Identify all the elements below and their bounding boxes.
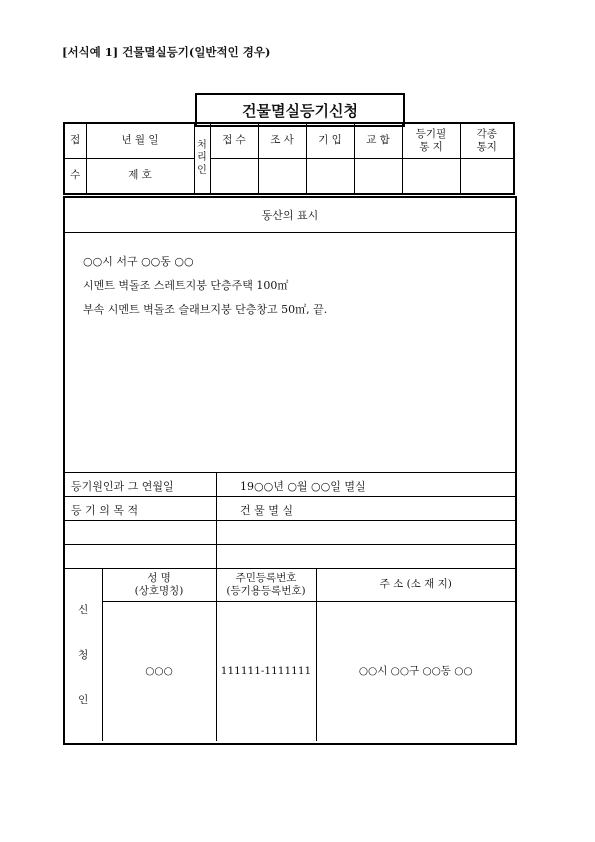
application-body [63,196,517,745]
col-reception: 접 수 [210,123,258,159]
cell-various-notice[interactable] [460,159,514,195]
form-label: [서식예 1] 건물멸실등기(일반적인 경우) [62,45,271,59]
cell-entry[interactable] [306,159,354,195]
col-collation: 교 합 [354,123,402,159]
col-id-number: 주민등록번호 (등기용등록번호) [216,569,316,602]
reception-table [63,122,515,195]
date-label: 년 월 일 [86,123,194,159]
col-completion-notice: 등기필 통 지 [402,123,460,159]
col-inspection: 조 사 [258,123,306,159]
applicant-side-label: 신 청 인 [65,569,102,742]
cell-inspection[interactable] [258,159,306,195]
cause-label: 등기원인과 그 연월일 [71,480,174,493]
purpose-value[interactable]: 건 물 멸 실 [240,504,293,517]
cause-value[interactable]: 19○○년 ○월 ○○일 멸실 [240,480,366,493]
realty-line: 시멘트 벽돌조 스레트지붕 단층주택 100㎡ [83,279,289,292]
processing-label: 처 리 인 [194,123,210,194]
cause-row [65,472,515,497]
form-title: 건물멸실등기신청 [195,93,405,127]
cell-collation[interactable] [354,159,402,195]
col-name: 성 명 (상호명칭) [102,569,216,602]
col-address: 주 소 (소 재 지) [316,569,515,602]
purpose-row [65,496,515,521]
purpose-label: 등 기 의 목 적 [71,504,139,517]
number-label: 제 호 [86,159,194,195]
row-divider [216,472,217,568]
reception-label-bottom: 수 [64,159,86,195]
col-various-notice: 각종 통지 [460,123,514,159]
applicant-name[interactable]: ○○○ [102,602,216,742]
col-entry: 기 입 [306,123,354,159]
realty-line: ○○시 서구 ○○동 ○○ [83,255,194,268]
applicant-address[interactable]: ○○시 ○○구 ○○동 ○○ [316,602,515,742]
applicant-id[interactable]: 111111-1111111 [216,602,316,742]
realty-header: 동산의 표시 [65,198,515,233]
cell-reception[interactable] [210,159,258,195]
applicant-table [65,568,515,741]
cell-completion-notice[interactable] [402,159,460,195]
realty-description [83,250,327,322]
reception-label-top: 접 [64,123,86,159]
blank-row[interactable] [65,520,515,545]
realty-line: 부속 시멘트 벽돌조 슬래브지붕 단층창고 50㎡, 끝. [83,303,328,316]
blank-row[interactable] [65,544,515,569]
